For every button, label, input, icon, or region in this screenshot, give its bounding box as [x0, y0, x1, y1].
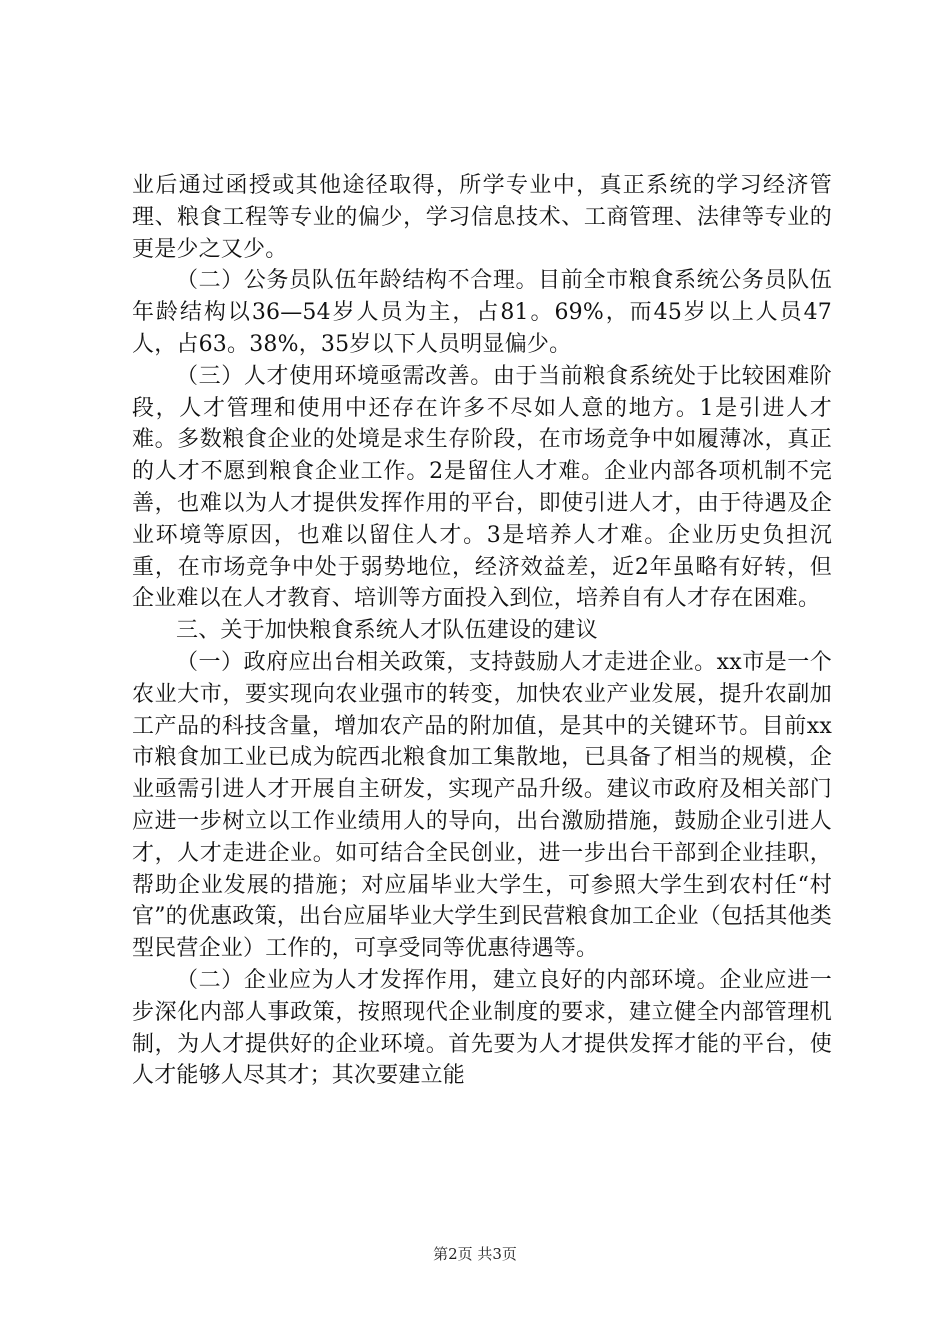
paragraph-civil-servant-age-structure: （二）公务员队伍年龄结构不合理。目前全市粮食系统公务员队伍年龄结构以36—54岁人员为主，占81。69%，而45岁以上人员47人，占63。38%，35岁以下人员明显偏少。 — [132, 268, 832, 357]
paragraph-government-policy: （一）政府应出台相关政策，支持鼓励人才走进企业。xx市是一个农业大市，要实现向农业强市的转变，加快农业产业发展，提升农副加工产品的科技含量，增加农产品的附加值，是其中的关键环节。目前xx市粮食加工业已成为皖西北粮食加工集散地，已具备了相当的规模，企业亟需引进人才开展自主研发，实现产品升级。建议市政府及相关部门应进一步树立以工作业绩用人的导向，出台激励措施，鼓励企业引进人才，人才走进企业。如可结合全民创业，进一步出台干部到企业挂职，帮助企业发展的措施；对应届毕业大学生，可参照大学生到农村任“村官”的优惠政策，出台应届毕业大学生到民营粮食加工企业（包括其他类型民营企业）工作的，可享受同等优惠待遇等。 — [132, 649, 832, 962]
section-heading-suggestions: 三、关于加快粮食系统人才队伍建设的建议 — [176, 618, 598, 644]
document-body — [132, 170, 832, 1092]
paragraph-talent-environment: （三）人才使用环境亟需改善。由于当前粮食系统处于比较困难阶段，人才管理和使用中还存在许多不尽如人意的地方。1是引进人才难。多数粮食企业的处境是求生存阶段，在市场竞争中如履薄冰，真正的人才不愿到粮食企业工作。2是留住人才难。企业内部各项机制不完善，也难以为人才提供发挥作用的平台，即使引进人才，由于待遇及企业环境等原因，也难以留住人才。3是培养人才难。企业历史负担沉重，在市场竞争中处于弱势地位，经济效益差，近2年虽略有好转，但企业难以在人才教育、培训等方面投入到位，培养自有人才存在困难。 — [132, 363, 832, 612]
paragraph-enterprise-environment: （二）企业应为人才发挥作用，建立良好的内部环境。企业应进一步深化内部人事政策，按照现代企业制度的要求，建立健全内部管理机制，为人才提供好的企业环境。首先要为人才提供发挥才能的平台，使人才能够人尽其才；其次要建立能 — [132, 967, 832, 1089]
paragraph-continuation: 业后通过函授或其他途径取得，所学专业中，真正系统的学习经济管理、粮食工程等专业的偏少，学习信息技术、工商管理、法律等专业的更是少之又少。 — [132, 173, 832, 262]
page-footer: 第2页 共3页 — [433, 1245, 517, 1263]
